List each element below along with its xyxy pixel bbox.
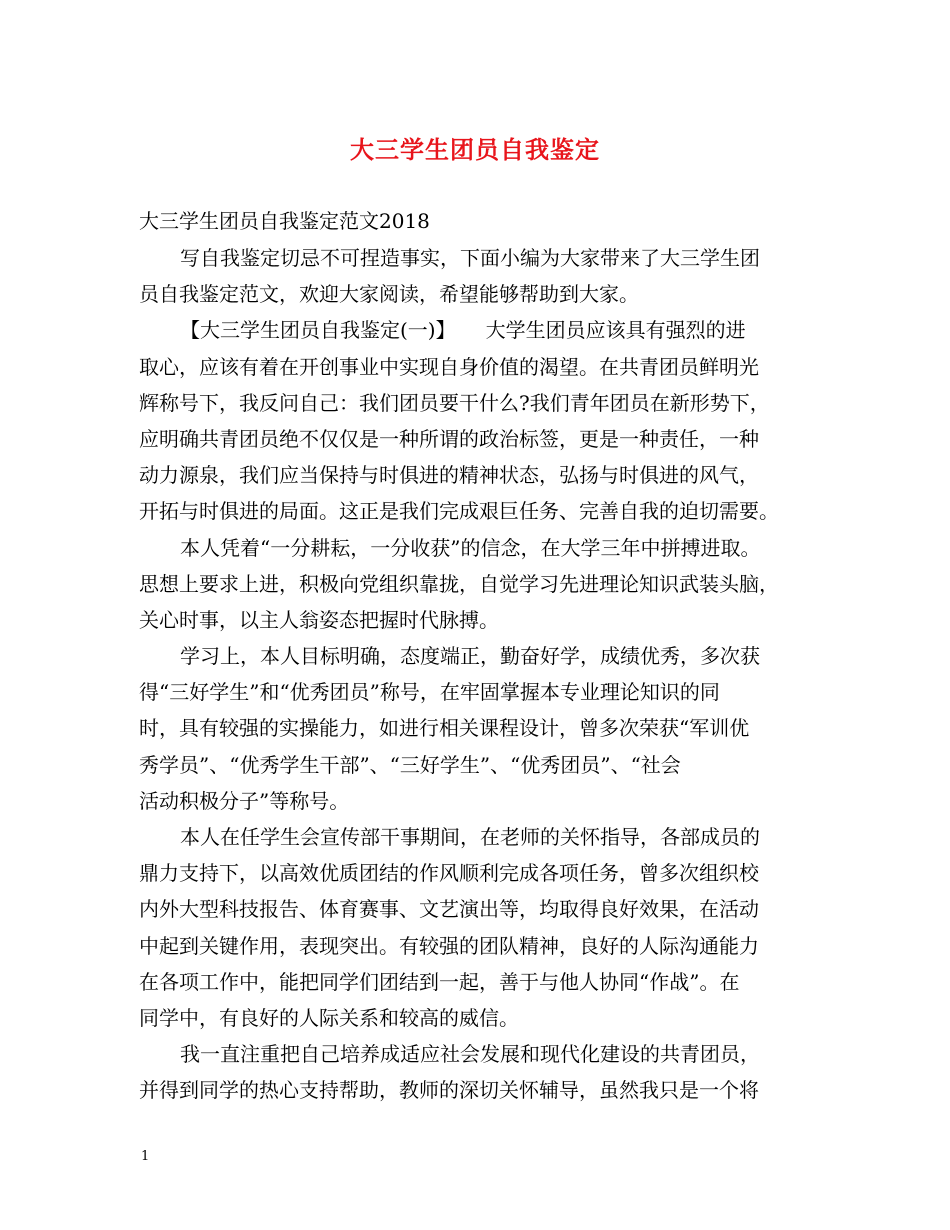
paragraph-line: 本人凭着“一分耕耘，一分收获”的信念，在大学三年中拼搏进取。 [180, 535, 761, 560]
paragraph-line: 取心，应该有着在开创事业中实现自身价值的渴望。在共青团员鲜明光 [139, 354, 759, 379]
paragraph-line: 【大三学生团员自我鉴定(一)】 大学生团员应该具有强烈的进 [180, 318, 746, 343]
paragraph-line: 开拓与时俱进的局面。这正是我们完成艰巨任务、完善自我的迫切需要。 [139, 499, 779, 524]
paragraph-line: 鼎力支持下，以高效优质团结的作风顺利完成各项任务，曾多次组织校 [139, 861, 759, 886]
paragraph-line: 并得到同学的热心支持帮助，教师的深切关怀辅导，虽然我只是一个将 [139, 1078, 759, 1103]
paragraph-line: 我一直注重把自己培养成适应社会发展和现代化建设的共青团员， [180, 1042, 760, 1067]
paragraph-line: 得“三好学生”和“优秀团员”称号，在牢固掌握本专业理论知识的同 [139, 680, 720, 705]
paragraph-line: 应明确共青团员绝不仅仅是一种所谓的政治标签，更是一种责任，一种 [139, 426, 759, 451]
paragraph-line: 在各项工作中，能把同学们团结到一起，善于与他人协同“作战”。在 [139, 969, 740, 994]
paragraph-line: 学习上，本人目标明确，态度端正，勤奋好学，成绩优秀，多次获 [180, 644, 760, 669]
paragraph-line: 动力源泉，我们应当保持与时俱进的精神状态，弘扬与时俱进的风气， [139, 463, 759, 488]
document-body [139, 240, 813, 1109]
paragraph-line: 员自我鉴定范文，欢迎大家阅读，希望能够帮助到大家。 [139, 282, 639, 307]
paragraph-line: 时，具有较强的实操能力，如进行相关课程设计，曾多次荣获“军训优 [139, 716, 750, 741]
paragraph-line: 写自我鉴定切忌不可捏造事实，下面小编为大家带来了大三学生团 [180, 246, 760, 270]
document-title: 大三学生团员自我鉴定 [350, 135, 600, 164]
paragraph-line: 秀学员”、“优秀学生干部”、“三好学生”、“优秀团员”、“社会 [139, 752, 681, 777]
page-number: 1 [141, 1149, 150, 1164]
document-subtitle: 大三学生团员自我鉴定范文2018 [139, 209, 430, 233]
paragraph-line: 本人在任学生会宣传部干事期间，在老师的关怀指导，各部成员的 [180, 825, 760, 849]
paragraph-line: 活动积极分子”等称号。 [139, 788, 350, 813]
paragraph-line: 辉称号下，我反问自己：我们团员要干什么?我们青年团员在新形势下， [139, 390, 770, 415]
paragraph-line: 同学中，有良好的人际关系和较高的威信。 [139, 1005, 519, 1030]
paragraph-line: 关心时事，以主人翁姿态把握时代脉搏。 [139, 607, 499, 632]
paragraph-line: 中起到关键作用，表现突出。有较强的团队精神，良好的人际沟通能力 [139, 933, 759, 958]
paragraph-line: 内外大型科技报告、体育赛事、文艺演出等，均取得良好效果，在活动 [139, 897, 759, 922]
paragraph-line: 思想上要求上进，积极向党组织靠拢，自觉学习先进理论知识武装头脑， [139, 571, 779, 596]
